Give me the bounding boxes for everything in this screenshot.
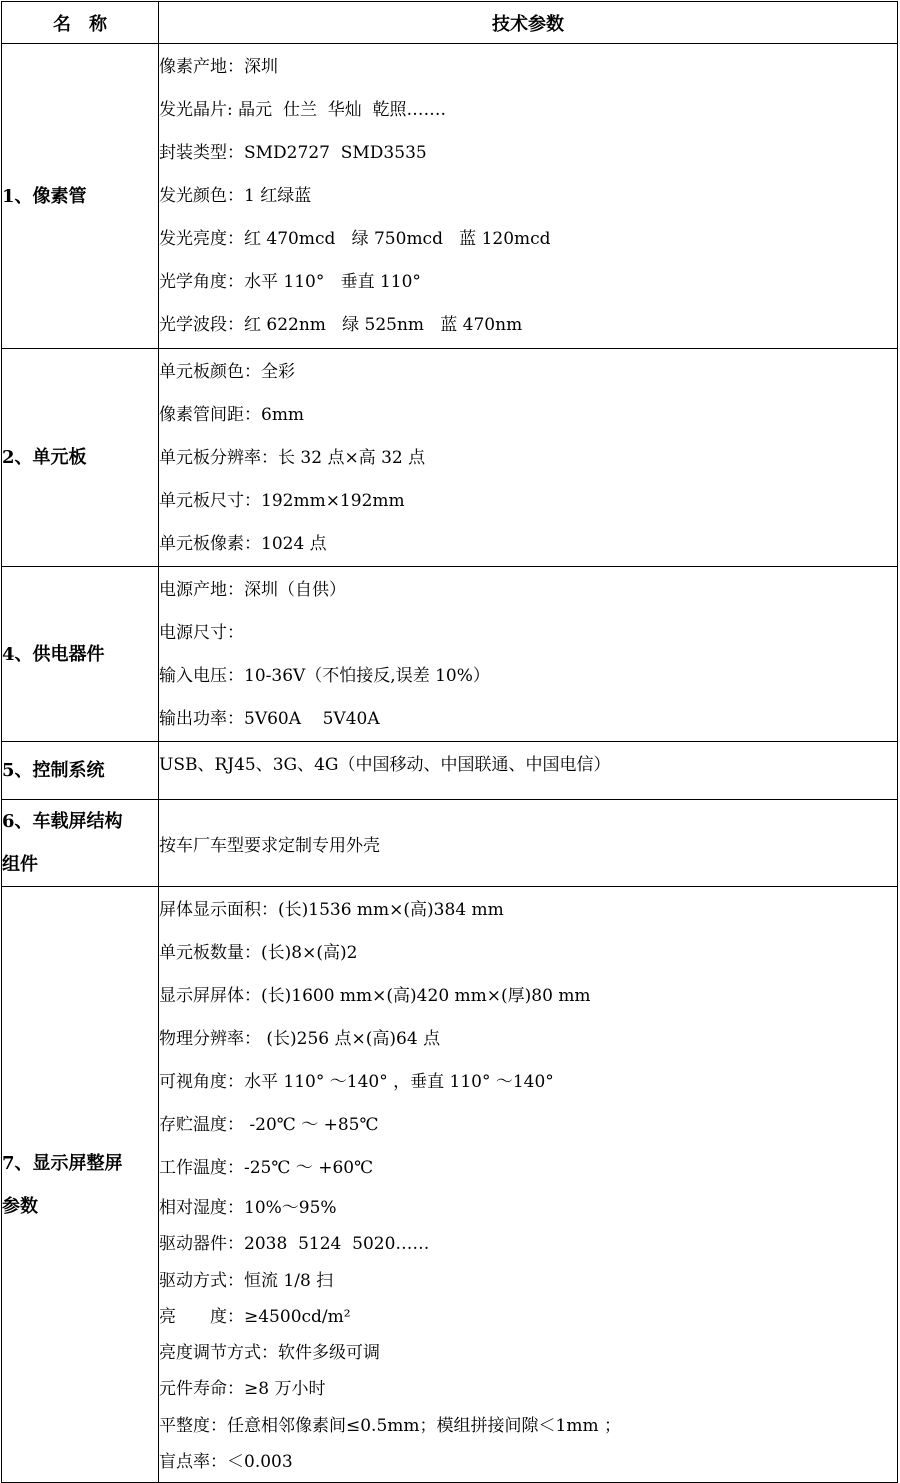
param-line: 屏体显示面积：(长)1536 mm×(高)384 mm [159, 900, 504, 920]
param-line: 电源产地：深圳（自供） [159, 580, 346, 600]
param-line: 电源尺寸： [159, 623, 244, 643]
row-params [159, 44, 898, 349]
param-line: 相对湿度：10%～95% [159, 1198, 337, 1218]
param-line: 物理分辨率： (长)256 点×(高)64 点 [159, 1029, 441, 1049]
header-name: 名 称 [2, 2, 159, 44]
param-line: 光学波段：红 622nm 绿 525nm 蓝 470nm [159, 315, 523, 335]
param-line: 亮 度：≥4500cd/m² [159, 1306, 351, 1327]
param-line: 可视角度：水平 110° ～140° ，垂直 110° ～140° [159, 1072, 554, 1092]
param-line: 输入电压：10-36V（不怕接反,误差 10%） [159, 666, 490, 686]
param-line: 单元板分辨率：长 32 点×高 32 点 [159, 448, 426, 468]
row-name: 4、供电器件 [2, 567, 159, 742]
row-name [2, 800, 159, 887]
row-name [2, 887, 159, 1483]
table-row [2, 567, 898, 742]
row-params [159, 567, 898, 742]
row-name-line: 6、车载屏结构 [2, 811, 123, 832]
param-line: 存贮温度： -20℃ ～ +85℃ [159, 1115, 379, 1135]
param-line: 发光颜色：1 红绿蓝 [159, 186, 312, 206]
row-name: 1、像素管 [2, 44, 159, 349]
table-row [2, 800, 898, 887]
param-line: 驱动器件：2038 5124 5020…… [159, 1234, 430, 1255]
param-line: 单元板像素：1024 点 [159, 534, 327, 554]
table-row [2, 887, 898, 1483]
param-line: 输出功率：5V60A 5V40A [159, 709, 380, 729]
param-line: 单元板颜色：全彩 [159, 362, 295, 382]
param-line: 驱动方式：恒流 1/8 扫 [159, 1270, 334, 1291]
row-name: 2、单元板 [2, 349, 159, 567]
param-line: 发光亮度：红 470mcd 绿 750mcd 蓝 120mcd [159, 229, 551, 249]
row-params [159, 887, 898, 1483]
row-params [159, 349, 898, 567]
param-line: 显示屏屏体：(长)1600 mm×(高)420 mm×(厚)80 mm [159, 986, 591, 1006]
param-line: 单元板数量：(长)8×(高)2 [159, 943, 358, 963]
header-row [2, 2, 898, 44]
row-name-line: 参数 [2, 1195, 38, 1217]
table-row [2, 742, 898, 800]
row-name: 5、控制系统 [2, 742, 159, 800]
row-params [159, 742, 898, 800]
param-line: 按车厂车型要求定制专用外壳 [159, 835, 380, 856]
param-line: 平整度：任意相邻像素间≤0.5mm；模组拼接间隙＜1mm ； [159, 1415, 621, 1436]
row-name-line: 7、显示屏整屏 [2, 1152, 123, 1174]
row-name-line: 组件 [2, 854, 38, 875]
param-line: 封装类型：SMD2727 SMD3535 [159, 143, 427, 163]
header-spec: 技术参数 [159, 2, 898, 44]
param-line: 像素管间距：6mm [159, 405, 305, 425]
table-row [2, 44, 898, 349]
param-line: 工作温度：-25℃ ～ +60℃ [159, 1158, 374, 1178]
row-params [159, 800, 898, 887]
param-line: 元件寿命：≥8 万小时 [159, 1379, 326, 1400]
param-line: 像素产地：深圳 [159, 57, 278, 77]
param-line: USB、RJ45、3G、4G（中国移动、中国联通、中国电信） [159, 755, 611, 775]
param-line: 亮度调节方式：软件多级可调 [159, 1343, 380, 1364]
param-line: 发光晶片: 晶元 仕兰 华灿 乾照……. [159, 100, 446, 120]
param-line: 单元板尺寸：192mm×192mm [159, 491, 405, 511]
param-line: 光学角度：水平 110° 垂直 110° [159, 272, 421, 292]
table-row [2, 349, 898, 567]
spec-table [1, 1, 898, 1483]
param-line: 盲点率：＜0.003 [159, 1452, 293, 1473]
